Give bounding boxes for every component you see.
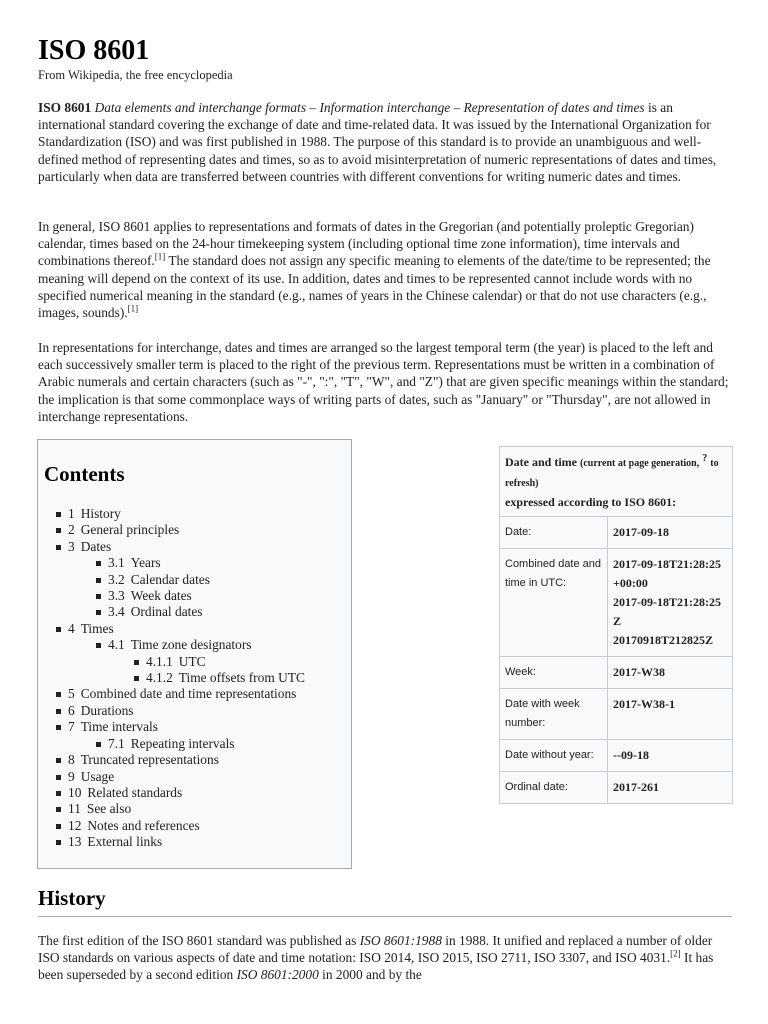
toc-item-label: Usage	[80, 768, 115, 784]
table-of-contents	[37, 439, 352, 869]
toc-item-label: General principles	[80, 522, 180, 538]
toc-item[interactable]	[68, 752, 350, 768]
toc-item-label: See also	[86, 801, 132, 817]
lead-term: ISO 8601	[38, 100, 92, 115]
page-title: ISO 8601	[38, 35, 150, 66]
intro-paragraph-2: In general, ISO 8601 applies to representations and formats of dates in the Gregorian (and potentially proleptic Gregorian) calendar, times based on the 24-hour timekeeping system (including optional time zone information), time intervals and combinations thereof.[1] The standard does not assign any specific meaning to elements of the date/time to be represented; the meaning will depend on the context of its use. In addition, dates and times to be represented cannot include words with no specified numerical meaning in the standard (e.g., names of years in the Chinese calendar) or that do not use characters (e.g., images, sounds).[1]	[38, 219, 711, 321]
toc-item-number: 3.2	[108, 571, 125, 587]
toc-item[interactable]	[68, 654, 350, 670]
toc-item[interactable]	[68, 604, 350, 620]
toc-item-number: 11	[68, 801, 81, 817]
standard-full-title: Data elements and interchange formats – Information interchange – Representation of dates and times	[94, 100, 645, 115]
history-paragraph: The first edition of the ISO 8601 standard was published as ISO 8601:1988 in 1988. It unified and replaced a number of older ISO standards on various aspects of date and time notation: ISO 2014, ISO 2015, ISO 2711, ISO 3307, and ISO 4031.[2] It has been superseded by a second edition ISO 8601:2000 in 2000 and by the	[38, 933, 714, 983]
toc-item[interactable]	[68, 736, 350, 752]
date-time-infobox	[499, 446, 733, 804]
toc-item-number: 4.1.2	[146, 670, 173, 686]
toc-item-label: Week dates	[130, 588, 192, 604]
section-heading-history: History	[38, 886, 106, 910]
toc-item-label: Time offsets from UTC	[178, 670, 305, 686]
toc-item[interactable]	[68, 637, 350, 653]
toc-item[interactable]	[68, 572, 350, 588]
toc-item-number: 3	[68, 538, 75, 554]
toc-item-number: 4	[68, 620, 75, 636]
toc-item-label: Times	[80, 620, 114, 636]
intro-paragraph-3: In representations for interchange, dates and times are arranged so the largest temporal term (the year) is placed to the left and each successively smaller term is placed to the right of the previous term. Representations must be written in a combination of Arabic numerals and certain characters (such as "-", ":", "T", "W", and "Z") that are given specific meanings within the standard; the implication is that some commonplace ways of writing parts of dates, such as "January" or "Thursday", are not allowed in interchange representations.	[38, 340, 729, 424]
toc-item[interactable]	[68, 785, 350, 801]
toc-item[interactable]	[68, 522, 350, 538]
toc-item-label: Truncated representations	[80, 752, 219, 768]
infobox-row-combined: Combined date and time in UTC: 2017-09-18T21:28:25+00:00 2017-09-18T21:28:25Z 20170918T212825Z	[500, 549, 733, 657]
toc-item[interactable]	[68, 539, 350, 555]
toc-item-label: Durations	[80, 702, 134, 718]
toc-item[interactable]	[68, 670, 350, 686]
toc-item-label: Related standards	[87, 784, 183, 800]
page-subtitle: From Wikipedia, the free encyclopedia	[38, 68, 233, 82]
toc-heading: Contents	[44, 462, 125, 486]
toc-item-label: Notes and references	[87, 817, 200, 833]
toc-item-number: 9	[68, 768, 75, 784]
infobox-row-ordinal: Ordinal date: 2017-261	[500, 772, 733, 804]
toc-item[interactable]	[68, 621, 350, 637]
reference-link-1b[interactable]: [1]	[127, 303, 139, 314]
toc-item[interactable]	[68, 506, 350, 522]
toc-item[interactable]	[68, 834, 350, 850]
reference-link-2[interactable]: [2]	[670, 948, 681, 959]
section-divider	[38, 916, 732, 917]
toc-item-number: 7.1	[108, 735, 125, 751]
toc-item-label: Repeating intervals	[130, 735, 235, 751]
toc-item-label: History	[80, 506, 121, 521]
toc-item[interactable]	[68, 769, 350, 785]
toc-item[interactable]	[68, 588, 350, 604]
toc-item-label: Time zone designators	[130, 637, 252, 653]
toc-item-label: External links	[87, 834, 163, 850]
toc-item[interactable]	[68, 686, 350, 702]
toc-item-number: 10	[68, 784, 82, 800]
toc-item-label: Dates	[80, 538, 112, 554]
infobox-row-no-year: Date without year: --09-18	[500, 740, 733, 772]
toc-item-label: UTC	[178, 653, 206, 669]
toc-item-number: 6	[68, 702, 75, 718]
toc-list	[68, 506, 350, 851]
refresh-link[interactable]: ?	[702, 453, 708, 464]
infobox-row-date: Date: 2017-09-18	[500, 517, 733, 549]
toc-item-label: Years	[130, 555, 161, 571]
toc-item[interactable]	[68, 703, 350, 719]
toc-item-label: Ordinal dates	[130, 604, 203, 620]
toc-item-number: 1	[68, 506, 75, 521]
toc-item-label: Time intervals	[80, 719, 158, 735]
toc-item-number: 3.4	[108, 604, 125, 620]
toc-item-number: 5	[68, 686, 75, 702]
toc-item-number: 7	[68, 719, 75, 735]
reference-link-1[interactable]: [1]	[154, 251, 166, 262]
toc-item[interactable]	[68, 818, 350, 834]
toc-item[interactable]	[68, 555, 350, 571]
toc-item-number: 4.1.1	[146, 653, 173, 669]
infobox-row-week-date: Date with week number: 2017-W38-1	[500, 689, 733, 740]
toc-item-number: 2	[68, 522, 75, 538]
toc-item-number: 8	[68, 752, 75, 768]
toc-item-label: Combined date and time representations	[80, 686, 297, 702]
toc-item[interactable]	[68, 801, 350, 817]
toc-item-number: 12	[68, 817, 82, 833]
toc-item[interactable]	[68, 719, 350, 735]
toc-item-number: 13	[68, 834, 82, 850]
intro-paragraph-1: ISO 8601 Data elements and interchange formats – Information interchange – Representation of dates and times is an international standard covering the exchange of date and time-related data. It was issued by the International Organization for Standardization (ISO) and was first published in 1988. The purpose of this standard is to provide an unambiguous and well-defined method of representing dates and times, so as to avoid misinterpretation of numeric representations of dates and times, particularly when data are transferred between countries with different conventions for writing numeric dates and times.	[38, 100, 717, 184]
infobox-row-week: Week: 2017-W38	[500, 657, 733, 689]
toc-item-number: 4.1	[108, 637, 125, 653]
toc-item-number: 3.1	[108, 555, 125, 571]
toc-item-label: Calendar dates	[130, 571, 210, 587]
toc-item-number: 3.3	[108, 588, 125, 604]
infobox-header: Date and time (current at page generation, ? to refresh) expressed according to ISO 8601:	[500, 447, 733, 517]
